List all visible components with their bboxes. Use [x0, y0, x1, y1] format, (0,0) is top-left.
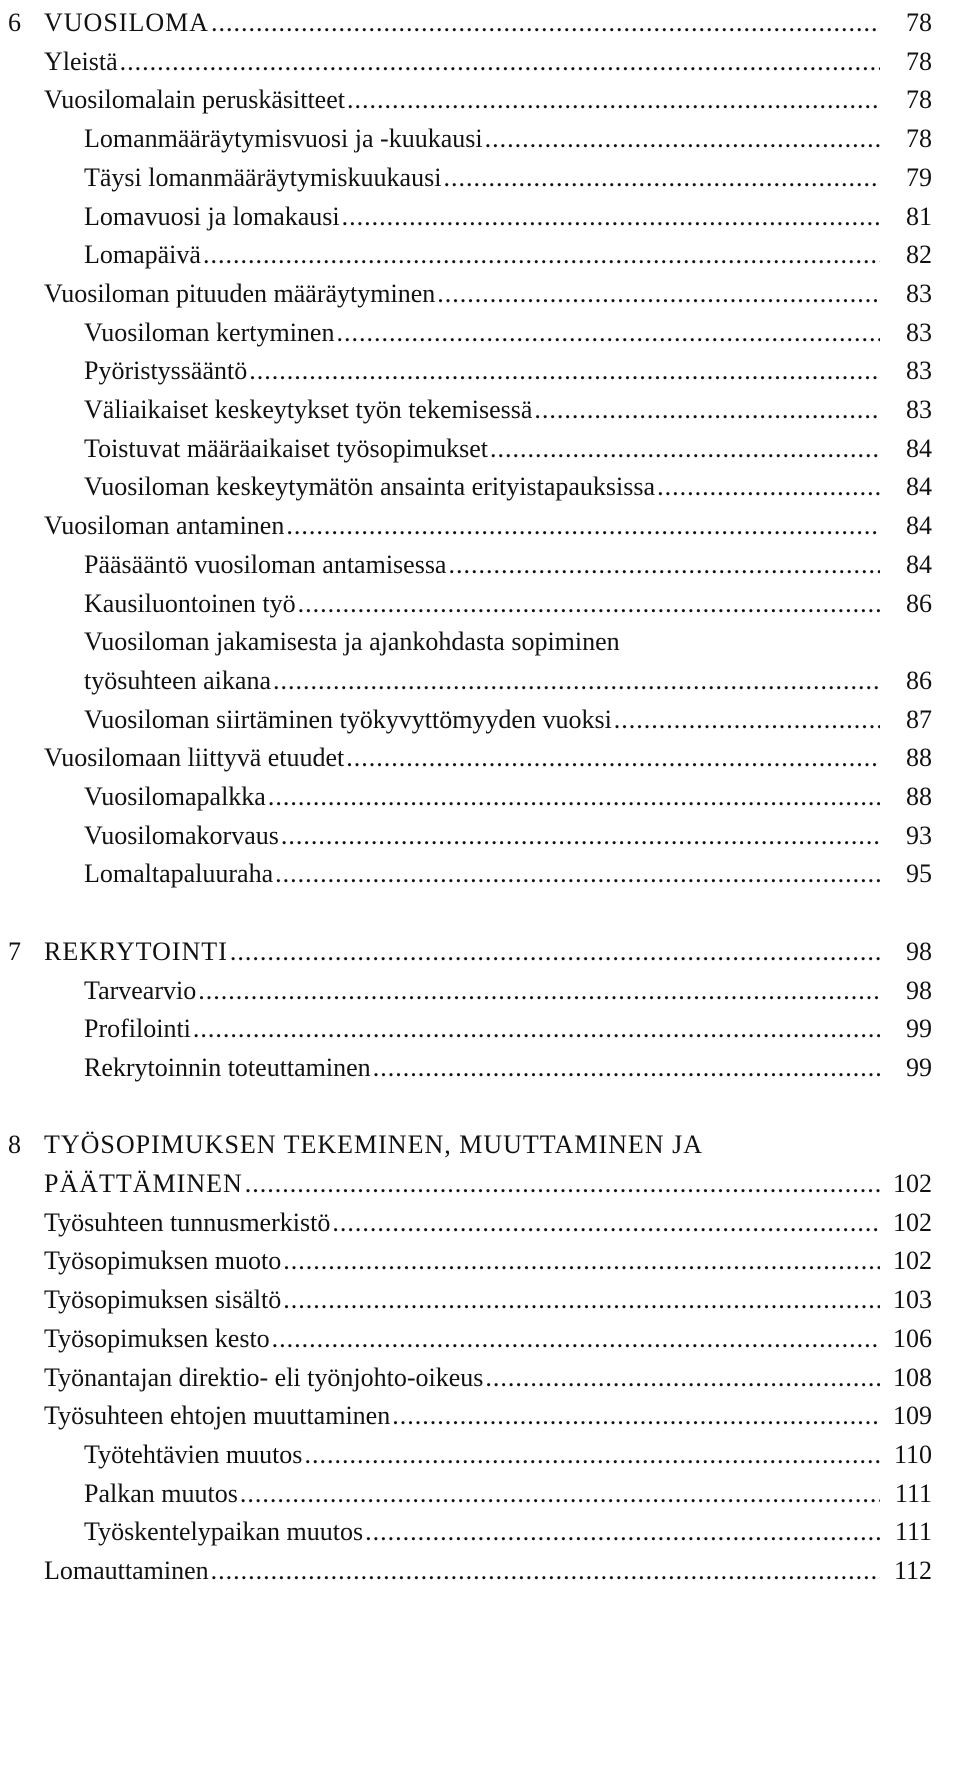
toc-entry-title: Vuosilomapalkka — [84, 782, 266, 811]
toc-entry-title: Rekrytoinnin toteuttaminen — [84, 1052, 371, 1082]
toc-entry — [0, 41, 960, 83]
toc-entry-body — [84, 1434, 880, 1476]
dot-leader — [275, 853, 880, 895]
toc-entry-title: REKRYTOINTI — [44, 936, 228, 966]
toc-entry — [0, 196, 960, 238]
toc-entry — [0, 389, 960, 431]
page-number: 84 — [906, 472, 932, 502]
toc-entry — [0, 1124, 960, 1166]
dot-leader — [203, 234, 880, 276]
dot-leader — [245, 1163, 880, 1205]
toc-entry — [0, 312, 960, 354]
dot-leader — [657, 466, 880, 508]
toc-entry-title: Pyöristyssääntö — [84, 356, 248, 386]
dot-leader — [198, 970, 880, 1012]
dot-leader — [534, 389, 880, 431]
toc-entry-title: Profilointi — [84, 1014, 191, 1044]
toc-entry-body — [84, 1008, 880, 1050]
toc-entry — [0, 1008, 960, 1050]
chapter-number: 6 — [8, 8, 21, 37]
chapter-number: 8 — [8, 1130, 21, 1160]
toc-entry-title: Vuosilomaan liittyvä etuudet — [44, 743, 345, 773]
page-number: 78 — [906, 85, 932, 115]
dot-leader — [193, 1008, 880, 1050]
toc-entry — [0, 1511, 960, 1553]
page-number: 99 — [906, 1014, 932, 1044]
toc-entry-title: TYÖSOPIMUKSEN TEKEMINEN, MUUTTAMINEN JA — [44, 1130, 703, 1160]
toc-entry-body — [44, 505, 880, 547]
toc-entry-body — [84, 389, 880, 431]
dot-leader — [211, 2, 880, 44]
dot-leader — [283, 1279, 880, 1321]
dot-leader — [304, 1434, 880, 1476]
page-number: 102 — [893, 1169, 932, 1198]
page-number: 111 — [894, 1478, 932, 1508]
toc-entry — [0, 544, 960, 586]
dot-leader — [490, 428, 880, 470]
toc-entry — [0, 1434, 960, 1476]
page-number: 84 — [906, 511, 932, 541]
toc-entry — [0, 466, 960, 508]
page-number: 83 — [906, 356, 932, 386]
toc-entry-body — [84, 1473, 880, 1515]
toc-entry-body — [84, 312, 880, 354]
dot-leader — [120, 41, 880, 83]
toc-entry-title: Lomaltapaluuraha — [84, 859, 274, 889]
dot-leader — [437, 273, 880, 315]
toc-entry-body — [84, 660, 880, 702]
toc-entry-body — [44, 1202, 880, 1244]
toc-entry — [0, 1395, 960, 1437]
toc-entry — [0, 1202, 960, 1244]
page-number: 102 — [893, 1246, 932, 1276]
toc-entry-title: Vuosiloman pituuden määräytyminen — [44, 278, 436, 308]
page-number: 84 — [906, 549, 932, 579]
toc-entry-title: Lomanmääräytymisvuosi ja -kuukausi — [84, 124, 483, 154]
toc-entry-title: Lomavuosi ja lomakausi — [84, 201, 340, 231]
toc-entry-body — [84, 1047, 880, 1089]
dot-leader — [298, 583, 880, 625]
dot-leader — [268, 776, 880, 818]
toc-entry — [0, 1279, 960, 1321]
toc-entry-title: työsuhteen aikana — [84, 665, 271, 695]
page-number: 108 — [893, 1362, 932, 1392]
toc-entry-body — [84, 970, 880, 1012]
dot-leader — [373, 1047, 880, 1089]
page-number: 83 — [906, 395, 932, 424]
dot-leader — [347, 79, 880, 121]
toc-entry-body — [44, 79, 880, 121]
toc-entry-body — [44, 2, 880, 44]
toc-entry-body — [84, 157, 880, 199]
toc-entry-body — [84, 428, 880, 470]
toc-entry-body — [84, 466, 880, 508]
page-number: 88 — [906, 743, 932, 773]
dot-leader — [273, 660, 880, 702]
toc-entry-body — [84, 196, 880, 238]
toc-entry — [0, 583, 960, 625]
page-number: 106 — [893, 1323, 932, 1353]
toc-entry — [0, 660, 960, 702]
toc-entry-body — [84, 583, 880, 625]
page-number: 78 — [906, 8, 932, 37]
toc-entry — [0, 1163, 960, 1205]
toc-entry-title: Toistuvat määräaikaiset työsopimukset — [84, 433, 488, 463]
toc-entry — [0, 234, 960, 276]
toc-entry-title: Lomauttaminen — [44, 1556, 209, 1585]
toc-entry — [0, 970, 960, 1012]
toc-entry — [0, 699, 960, 741]
toc-entry-title: Työsuhteen tunnusmerkistö — [44, 1207, 331, 1237]
page-number: 84 — [906, 433, 932, 463]
toc-entry-body — [84, 1511, 880, 1553]
toc-entry-title: Palkan muutos — [84, 1478, 238, 1508]
toc-entry-title: Vuosiloman jakamisesta ja ajankohdasta sopiminen — [84, 627, 620, 657]
toc-entry-body — [44, 1279, 880, 1321]
toc-entry-body — [44, 1124, 960, 1166]
toc-entry-title: Vuosilomalain peruskäsitteet — [44, 85, 345, 115]
toc-entry — [0, 776, 960, 818]
page-number: 88 — [906, 782, 932, 811]
toc-entry-title: Vuosiloman kertyminen — [84, 317, 335, 347]
toc-entry-body — [44, 1395, 880, 1437]
toc-entry — [0, 505, 960, 547]
dot-leader — [240, 1473, 880, 1515]
page-number: 82 — [906, 240, 932, 270]
toc-entry-body — [44, 1163, 880, 1205]
dot-leader — [230, 931, 880, 973]
toc-entry-body — [44, 41, 880, 83]
dot-leader — [272, 1318, 880, 1360]
toc-entry — [0, 737, 960, 779]
page-number: 93 — [906, 820, 932, 850]
toc-entry-title: Vuosilomakorvaus — [84, 820, 279, 850]
toc-entry — [0, 1550, 960, 1592]
toc-entry-body — [84, 776, 880, 818]
page-number: 83 — [906, 317, 932, 347]
toc-entry — [0, 853, 960, 895]
page-number: 95 — [906, 859, 932, 889]
toc-entry-title: Kausiluontoinen työ — [84, 588, 296, 618]
dot-leader — [485, 1357, 880, 1399]
dot-leader — [614, 699, 880, 741]
page-number: 99 — [906, 1052, 932, 1082]
dot-leader — [281, 815, 880, 857]
toc-entry-title: Tarvearvio — [84, 975, 197, 1005]
toc-entry-title: Työsopimuksen muoto — [44, 1246, 282, 1276]
toc-entry-body — [44, 1357, 880, 1399]
page-number: 103 — [893, 1285, 932, 1315]
dot-leader — [342, 196, 880, 238]
toc-entry — [0, 1473, 960, 1515]
toc-entry-title: Työskentelypaikan muutos — [84, 1517, 364, 1547]
toc-entry-title: Vuosiloman antaminen — [44, 511, 285, 541]
toc-entry-title: Työtehtävien muutos — [84, 1439, 303, 1469]
page-number: 78 — [906, 124, 932, 154]
toc-entry-body — [44, 273, 880, 315]
toc-entry-title: VUOSILOMA — [44, 8, 209, 37]
page-number: 79 — [906, 162, 932, 192]
toc-entry — [0, 1357, 960, 1399]
dot-leader — [392, 1395, 880, 1437]
page-number: 111 — [894, 1517, 932, 1547]
toc-entry-title: Vuosiloman siirtäminen työkyvyttömyyden vuoksi — [84, 704, 612, 734]
dot-leader — [365, 1511, 880, 1553]
toc-entry — [0, 2, 960, 44]
dot-leader — [443, 157, 880, 199]
toc-entry-title: Työsopimuksen kesto — [44, 1323, 270, 1353]
page-number: 109 — [893, 1401, 932, 1431]
page-number: 81 — [906, 201, 932, 231]
toc-entry-body — [44, 737, 880, 779]
toc-entry — [0, 1047, 960, 1089]
toc-entry-body — [84, 621, 960, 663]
page-number: 86 — [906, 665, 932, 695]
page-number: 98 — [906, 936, 932, 966]
toc-entry-title: Työsuhteen ehtojen muuttaminen — [44, 1401, 391, 1431]
toc-entry — [0, 621, 960, 663]
toc-entry-title: Yleistä — [44, 46, 118, 76]
toc-entry — [0, 350, 960, 392]
toc-entry-body — [44, 931, 880, 973]
toc-entry-title: Työsopimuksen sisältö — [44, 1285, 282, 1315]
page-number: 110 — [893, 1439, 932, 1469]
toc-entry — [0, 815, 960, 857]
toc-entry — [0, 273, 960, 315]
toc-entry-title: PÄÄTTÄMINEN — [44, 1169, 243, 1198]
toc-entry-body — [44, 1318, 880, 1360]
toc-entry — [0, 1240, 960, 1282]
toc-entry-body — [84, 234, 880, 276]
dot-leader — [346, 737, 880, 779]
toc-entry — [0, 1318, 960, 1360]
toc-entry — [0, 428, 960, 470]
toc-entry-title: Pääsääntö vuosiloman antamisessa — [84, 549, 447, 579]
toc-entry-title: Lomapäivä — [84, 240, 201, 270]
page-number: 83 — [906, 278, 932, 308]
toc-entry-body — [84, 118, 880, 160]
toc-entry — [0, 79, 960, 121]
toc-entry-body — [44, 1550, 880, 1592]
toc-entry-body — [84, 350, 880, 392]
toc-entry-title: Väliaikaiset keskeytykset työn tekemisessä — [84, 395, 533, 424]
dot-leader — [485, 118, 880, 160]
dot-leader — [448, 544, 880, 586]
toc-entry-title: Täysi lomanmääräytymiskuukausi — [84, 162, 442, 192]
toc-entry — [0, 157, 960, 199]
page-number: 78 — [906, 46, 932, 76]
page-number: 87 — [906, 704, 932, 734]
chapter-number: 7 — [8, 936, 21, 966]
toc-entry-body — [84, 853, 880, 895]
toc-entry — [0, 118, 960, 160]
dot-leader — [283, 1240, 880, 1282]
toc-entry-body — [84, 544, 880, 586]
dot-leader — [336, 312, 880, 354]
page-number: 86 — [906, 588, 932, 618]
dot-leader — [286, 505, 880, 547]
toc-entry-title: Työnantajan direktio- eli työnjohto-oikeus — [44, 1362, 484, 1392]
page-number: 98 — [906, 975, 932, 1005]
toc-entry-body — [84, 699, 880, 741]
toc-entry-title: Vuosiloman keskeytymätön ansainta erityistapauksissa — [84, 472, 656, 502]
page-number: 102 — [893, 1207, 932, 1237]
dot-leader — [332, 1202, 880, 1244]
toc-entry-body — [44, 1240, 880, 1282]
dot-leader — [211, 1550, 880, 1592]
toc-entry-body — [84, 815, 880, 857]
toc-entry — [0, 931, 960, 973]
page-number: 112 — [893, 1556, 932, 1585]
dot-leader — [249, 350, 880, 392]
